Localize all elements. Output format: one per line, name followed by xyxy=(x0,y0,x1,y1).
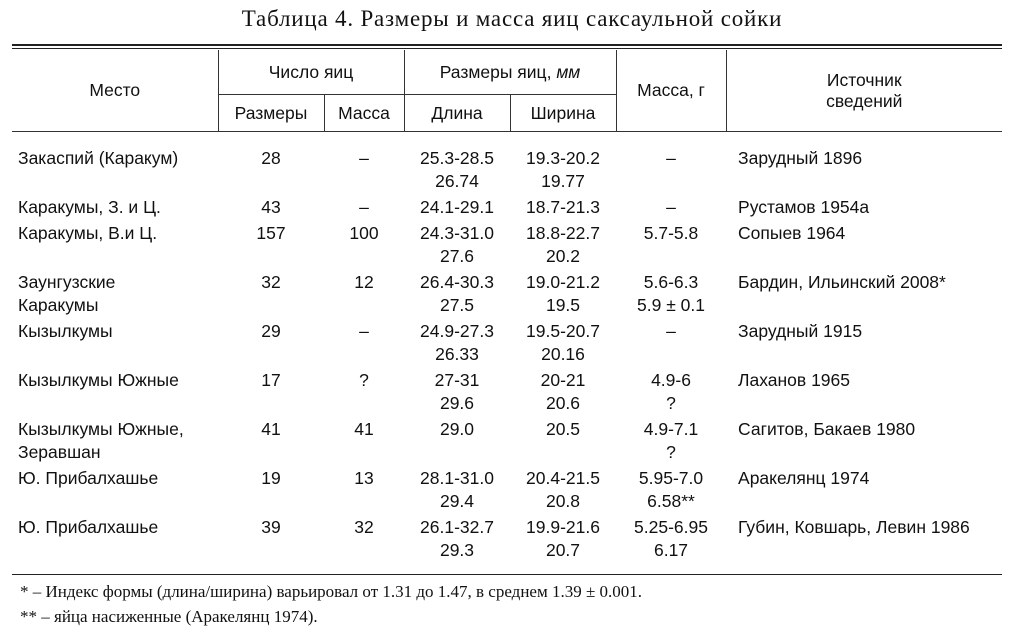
cell-mass-line: – xyxy=(666,148,676,168)
table-row xyxy=(12,271,1002,320)
cell-length xyxy=(404,369,510,418)
cell-length-line: 27.6 xyxy=(439,246,475,266)
cell-mass xyxy=(616,320,726,369)
footnotes xyxy=(20,579,642,629)
cell-count-sizes: 17 xyxy=(261,370,281,390)
cell-length-line: 24.9-27.3 xyxy=(420,321,494,341)
header-source: Источник сведений xyxy=(726,50,1002,132)
cell-place-line: Заунгузские xyxy=(18,272,116,292)
bottom-rule xyxy=(12,574,1002,575)
cell-mass-line: 5.25-6.95 xyxy=(634,517,708,537)
cell-length xyxy=(404,418,510,467)
cell-length-line: 29.0 xyxy=(439,419,475,439)
cell-mass-line: 6.17 xyxy=(653,540,689,560)
cell-source: Лаханов 1965 xyxy=(738,370,851,390)
cell-mass-line: 6.58** xyxy=(647,491,695,511)
cell-place-line: Кызылкумы Южные, xyxy=(18,419,184,439)
cell-mass xyxy=(616,467,726,516)
cell-source: Зарудный 1896 xyxy=(738,148,863,168)
table-row xyxy=(12,320,1002,369)
cell-width-line: 18.8-22.7 xyxy=(526,223,600,243)
cell-width-line: 20.4-21.5 xyxy=(526,468,600,488)
cell-place xyxy=(12,516,218,565)
cell-count-sizes: 29 xyxy=(261,321,281,341)
cell-place xyxy=(12,271,218,320)
cell-place-line: Ю. Прибалхашье xyxy=(18,517,159,537)
cell-count-mass: 32 xyxy=(354,517,374,537)
cell-length xyxy=(404,147,510,196)
cell-place xyxy=(12,196,218,222)
cell-count-mass: – xyxy=(359,148,369,168)
table-body xyxy=(12,132,1002,566)
cell-place xyxy=(12,320,218,369)
cell-mass xyxy=(616,516,726,565)
cell-mass-line: ? xyxy=(666,393,676,413)
cell-length-line: 29.6 xyxy=(439,393,475,413)
header-count-mass: Масса xyxy=(324,95,404,132)
cell-source: Аракелянц 1974 xyxy=(738,468,870,488)
header-length: Длина xyxy=(404,95,510,132)
cell-mass-line: – xyxy=(666,197,676,217)
cell-mass xyxy=(616,222,726,271)
cell-length-line: 24.3-31.0 xyxy=(420,223,494,243)
cell-length-line: 29.3 xyxy=(439,540,475,560)
cell-count-mass: – xyxy=(359,321,369,341)
cell-place-line: Кызылкумы xyxy=(18,321,113,341)
cell-place xyxy=(12,222,218,271)
cell-width-line: 18.7-21.3 xyxy=(526,197,600,217)
cell-length xyxy=(404,320,510,369)
cell-mass-line: – xyxy=(666,321,676,341)
cell-place-line: Каракумы, З. и Ц. xyxy=(18,197,161,217)
cell-width-line: 19.5-20.7 xyxy=(526,321,600,341)
cell-width xyxy=(510,222,616,271)
table-row xyxy=(12,196,1002,222)
cell-count-sizes: 19 xyxy=(261,468,281,488)
cell-length-line: 24.1-29.1 xyxy=(420,197,494,217)
cell-mass xyxy=(616,369,726,418)
cell-width-line: 20.16 xyxy=(541,344,585,364)
cell-length xyxy=(404,467,510,516)
cell-length-line: 26.4-30.3 xyxy=(420,272,494,292)
cell-width-line: 19.0-21.2 xyxy=(526,272,600,292)
cell-width xyxy=(510,147,616,196)
cell-place xyxy=(12,467,218,516)
cell-mass-line: 5.7-5.8 xyxy=(643,223,699,243)
cell-mass-line: 5.95-7.0 xyxy=(638,468,704,488)
table-row xyxy=(12,369,1002,418)
cell-place-line: Каракумы xyxy=(18,295,99,315)
cell-length-line: 27-31 xyxy=(434,370,480,390)
table-row xyxy=(12,467,1002,516)
cell-length-line: 29.4 xyxy=(439,491,475,511)
footnote-2: ** – яйца насиженные (Аракелянц 1974). xyxy=(20,607,318,626)
cell-length xyxy=(404,271,510,320)
cell-place-line: Закаспий (Каракум) xyxy=(18,148,179,168)
header-egg-size: Размеры яиц, мм xyxy=(404,50,616,95)
cell-place-line: Зеравшан xyxy=(18,442,101,462)
cell-mass-line: ? xyxy=(666,442,676,462)
cell-width-line: 20.8 xyxy=(545,491,581,511)
cell-source: Сагитов, Бакаев 1980 xyxy=(738,419,916,439)
cell-width-line: 20.2 xyxy=(545,246,581,266)
cell-width-line: 20.5 xyxy=(545,419,581,439)
cell-mass xyxy=(616,147,726,196)
table-row xyxy=(12,147,1002,196)
cell-mass-line: 5.9 ± 0.1 xyxy=(637,295,705,315)
top-rule-thin xyxy=(12,48,1002,49)
cell-length-line: 26.1-32.7 xyxy=(420,517,494,537)
egg-size-table xyxy=(12,50,1002,565)
cell-length-line: 27.5 xyxy=(439,295,475,315)
cell-count-sizes: 39 xyxy=(261,517,281,537)
table-caption: Таблица 4. Размеры и масса яиц саксаульной сойки xyxy=(241,6,783,31)
cell-mass xyxy=(616,418,726,467)
cell-place-line: Ю. Прибалхашье xyxy=(18,468,159,488)
cell-count-sizes: 41 xyxy=(261,419,281,439)
cell-width-line: 19.5 xyxy=(545,295,581,315)
top-rule xyxy=(12,44,1002,46)
cell-count-mass: 12 xyxy=(354,272,374,292)
cell-count-mass: 100 xyxy=(349,223,379,243)
cell-width xyxy=(510,418,616,467)
cell-source: Рустамов 1954а xyxy=(738,197,870,217)
cell-width-line: 20.6 xyxy=(545,393,581,413)
cell-width xyxy=(510,369,616,418)
header-egg-count: Число яиц xyxy=(218,50,404,95)
header-count-sizes: Размеры xyxy=(218,95,324,132)
cell-count-mass: – xyxy=(359,197,369,217)
cell-place xyxy=(12,369,218,418)
cell-source: Губин, Ковшарь, Левин 1986 xyxy=(738,517,970,537)
cell-length-line: 26.74 xyxy=(435,171,479,191)
footnote-1: * – Индекс формы (длина/ширина) варьировал от 1.31 до 1.47, в среднем 1.39 ± 0.001. xyxy=(20,582,643,601)
cell-width xyxy=(510,516,616,565)
cell-place xyxy=(12,418,218,467)
cell-width xyxy=(510,467,616,516)
cell-mass-line: 4.9-7.1 xyxy=(643,419,699,439)
cell-place-line: Каракумы, В.и Ц. xyxy=(18,223,158,243)
cell-count-mass: 41 xyxy=(354,419,374,439)
cell-length xyxy=(404,516,510,565)
header-place: Место xyxy=(12,50,218,132)
header-mass: Масса, г xyxy=(616,50,726,132)
cell-count-sizes: 157 xyxy=(256,223,286,243)
cell-length-line: 26.33 xyxy=(435,344,479,364)
cell-width-line: 20.7 xyxy=(545,540,581,560)
cell-width-line: 19.9-21.6 xyxy=(526,517,600,537)
cell-count-sizes: 43 xyxy=(261,197,281,217)
cell-source: Бардин, Ильинский 2008* xyxy=(738,272,946,292)
table-row xyxy=(12,516,1002,565)
cell-width xyxy=(510,271,616,320)
cell-source: Сопыев 1964 xyxy=(738,223,846,243)
cell-width xyxy=(510,320,616,369)
cell-mass xyxy=(616,271,726,320)
cell-place-line: Кызылкумы Южные xyxy=(18,370,179,390)
cell-length xyxy=(404,196,510,222)
cell-mass-line: 5.6-6.3 xyxy=(643,272,699,292)
cell-width-line: 20-21 xyxy=(540,370,586,390)
cell-length-line: 25.3-28.5 xyxy=(420,148,494,168)
header-width: Ширина xyxy=(510,95,616,132)
cell-count-mass: ? xyxy=(359,370,369,390)
cell-width-line: 19.3-20.2 xyxy=(526,148,600,168)
table-row xyxy=(12,418,1002,467)
cell-width xyxy=(510,196,616,222)
cell-width-line: 19.77 xyxy=(541,171,585,191)
cell-count-sizes: 32 xyxy=(261,272,281,292)
table-row xyxy=(12,222,1002,271)
cell-mass xyxy=(616,196,726,222)
cell-mass-line: 4.9-6 xyxy=(651,370,691,390)
cell-count-sizes: 28 xyxy=(261,148,281,168)
cell-place xyxy=(12,147,218,196)
cell-count-mass: 13 xyxy=(354,468,374,488)
cell-source: Зарудный 1915 xyxy=(738,321,863,341)
cell-length-line: 28.1-31.0 xyxy=(420,468,494,488)
cell-length xyxy=(404,222,510,271)
